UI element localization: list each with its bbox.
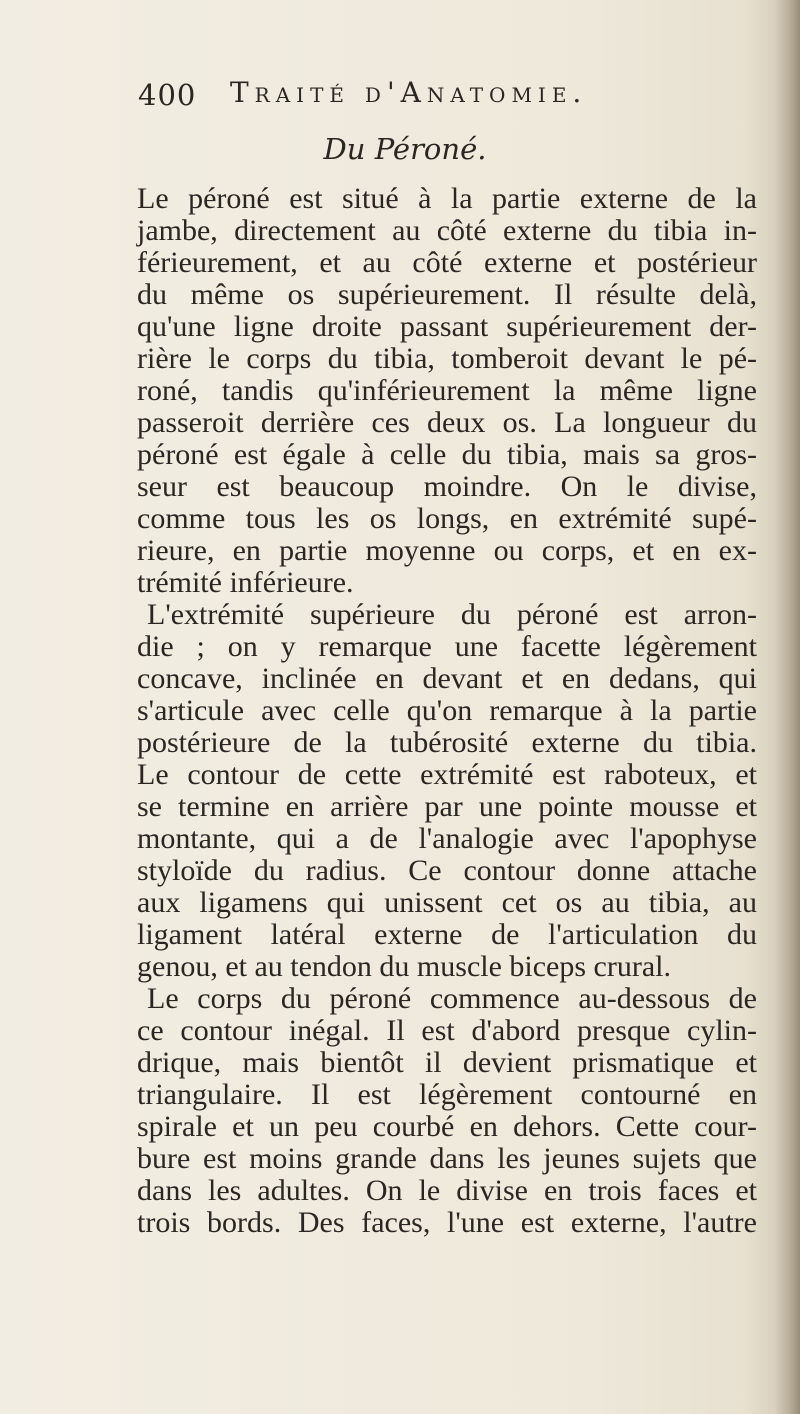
text-line: montante, qui a de l'analogie avec l'apophyse (137, 822, 757, 855)
text-line: roné, tandis qu'inférieurement la même ligne (137, 374, 757, 407)
text-line: seur est beaucoup moindre. On le divise, (137, 470, 757, 503)
section-heading: Du Péroné. (323, 132, 487, 166)
text-line: rieure, en partie moyenne ou corps, et en ex- (137, 534, 757, 567)
text-line: dans les adultes. On le divise en trois faces et (137, 1174, 757, 1207)
text-line: ce contour inégal. Il est d'abord presque cylin- (137, 1014, 757, 1047)
page-number: 400 (138, 78, 197, 112)
running-head (138, 76, 778, 116)
text-line: aux ligamens qui unissent cet os au tibia, au (137, 886, 757, 919)
text-line: trois bords. Des faces, l'une est externe, l'autre (137, 1206, 757, 1239)
text-line: Le péroné est situé à la partie externe de la (137, 182, 757, 215)
text-line: spirale et un peu courbé en dehors. Cette cour- (137, 1110, 757, 1143)
text-line: du même os supérieurement. Il résulte delà, (137, 278, 757, 311)
paragraph-start-line: Le corps du péroné commence au-dessous de (147, 982, 757, 1015)
text-line: passeroit derrière ces deux os. La longueur du (137, 406, 757, 439)
paragraph-start-line: L'extrémité supérieure du péroné est arron- (147, 598, 757, 631)
paragraph-end-line: trémité inférieure. (137, 566, 354, 599)
text-line: ligament latéral externe de l'articulation du (137, 918, 757, 951)
text-line: drique, mais bientôt il devient prismatique et (137, 1046, 757, 1079)
text-line: se termine en arrière par une pointe mousse et (137, 790, 757, 823)
text-line: férieurement, et au côté externe et postérieur (137, 246, 757, 279)
text-line: Le contour de cette extrémité est raboteux, et (137, 758, 757, 791)
text-line: qu'une ligne droite passant supérieurement der- (137, 310, 757, 343)
text-line: postérieure de la tubérosité externe du tibia. (137, 726, 757, 759)
text-line: styloïde du radius. Ce contour donne attache (137, 854, 757, 887)
paragraph-end-line: genou, et au tendon du muscle biceps crural. (137, 950, 671, 983)
text-line: concave, inclinée en devant et en dedans, qui (137, 662, 757, 695)
text-line: bure est moins grande dans les jeunes sujets que (137, 1142, 757, 1175)
running-head-title: Traité d'Anatomie. (230, 76, 588, 109)
text-line: rière le corps du tibia, tomberoit devant le pé- (137, 342, 757, 375)
page-edge-shadow (774, 0, 800, 1414)
text-line: die ; on y remarque une facette légèrement (137, 630, 757, 663)
text-line: s'articule avec celle qu'on remarque à la partie (137, 694, 757, 727)
text-line: comme tous les os longs, en extrémité supé- (137, 502, 757, 535)
text-line: péroné est égale à celle du tibia, mais sa gros- (137, 438, 757, 471)
body-text (137, 183, 757, 1239)
text-line: jambe, directement au côté externe du tibia in- (137, 214, 757, 247)
text-line: triangulaire. Il est légèrement contourné en (137, 1078, 757, 1111)
